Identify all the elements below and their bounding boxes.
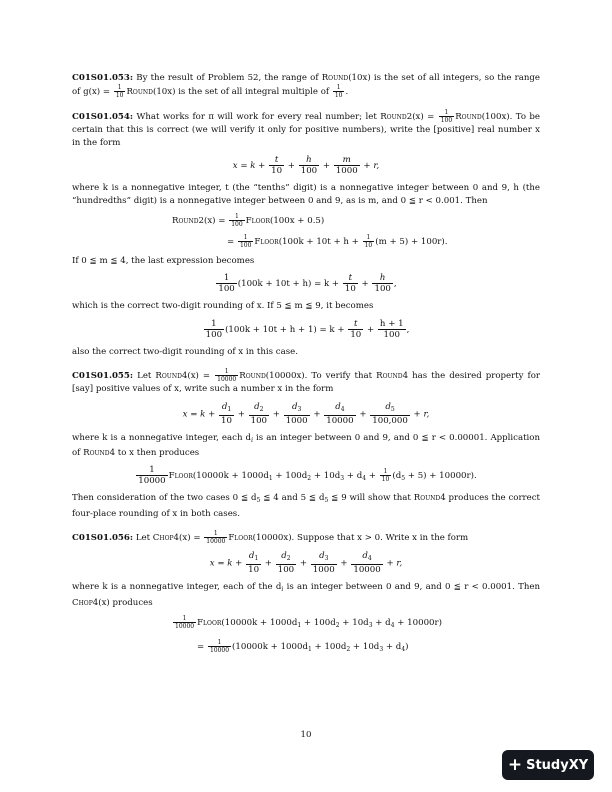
equation: Round2(x) = $\frac{1}{100}$ Floor(100x + 0.5) xyxy=(172,213,325,229)
paragraph: Then consideration of the two cases 0 ≦ $d_5$ ≦ 4 and 5 ≦ $d_5$ ≦ 9 will show that Round4 produces the correct four-place rounding of x in both cases. xyxy=(72,493,541,519)
fraction: $\frac{1}{10}$ xyxy=(381,468,390,484)
fraction: $\frac{d_1}{10}$ xyxy=(248,551,260,576)
equation: $\frac{1}{100}$ (100k + 10t + h + 1) = k + $\frac{t}{10}$ + $\frac{h + 1}{100}$ , xyxy=(205,318,410,340)
plus-icon: + xyxy=(507,754,523,775)
fraction: $\frac{1}{10000}$ xyxy=(138,465,166,487)
fraction: $\frac{1}{100}$ xyxy=(440,109,453,125)
fraction: $\frac{1}{10000}$ xyxy=(209,638,230,654)
fraction: $\frac{t}{10}$ xyxy=(344,273,356,295)
fraction: $\frac{1}{10000}$ xyxy=(206,530,226,546)
equation: x = k + $\frac{d_1}{10}$ + $\frac{d_2}{100}$ + $\frac{d_3}{1000}$ + $\frac{d_4}{10000}$ + $\frac{d_5}{100,000}$ + r, xyxy=(182,401,430,426)
fraction: $\frac{d_3}{1000}$ xyxy=(312,551,335,576)
equation: $\frac{1}{100}$ (100k + 10t + h) = k + $\frac{t}{10}$ + $\frac{h}{100}$ , xyxy=(218,273,397,295)
fraction: $\frac{t}{10}$ xyxy=(271,155,283,177)
fraction: $\frac{1}{100}$ xyxy=(231,213,243,229)
problem-053: C01S01.053: By the result of Problem 52, the range of Round(10x) is the set of all integers, so the range of g(x) = $\frac{1}{10}$ Round(10x) is the set of all integral multiple of $\frac{1}{10}$ . xyxy=(72,73,541,100)
problem-id: C01S01.056: xyxy=(72,533,134,544)
fraction: $\frac{d_3}{1000}$ xyxy=(285,401,308,426)
problem-id: C01S01.053: xyxy=(72,73,134,83)
problem-id: C01S01.054: xyxy=(72,112,134,123)
fraction: $\frac{m}{1000}$ xyxy=(335,155,358,177)
fraction: $\frac{d_2}{100}$ xyxy=(250,401,268,426)
fraction: $\frac{h + 1}{100}$ xyxy=(379,318,404,340)
fraction: $\frac{d_2}{100}$ xyxy=(277,551,295,576)
fraction: $\frac{d_1}{10}$ xyxy=(221,401,232,426)
fraction: $\frac{1}{10}$ xyxy=(115,84,124,100)
fraction: $\frac{1}{10}$ xyxy=(334,84,343,100)
fraction: $\frac{d_4}{10000}$ xyxy=(353,551,381,576)
problem-id: C01S01.055: xyxy=(72,371,134,382)
fraction: $\frac{1}{100}$ xyxy=(218,273,235,295)
document-page xyxy=(72,72,540,662)
paragraph: where k is a nonnegative integer, each of the $d_i$ is an integer between 0 and 9, and 0 ≦ r < 0.0001. Then Chop4(x) produces xyxy=(72,582,540,608)
fraction: $\frac{1}{10000}$ xyxy=(175,615,195,631)
equation: = $\frac{1}{10000}$ $(10000k + 1000d_1 + 100d_2 + 10d_3 + d_4)$ xyxy=(197,638,409,654)
fraction: $\frac{t}{10}$ xyxy=(350,318,362,340)
paragraph: which is the correct two-digit rounding of x. If 5 ≦ m ≦ 9, it becomes xyxy=(72,301,374,312)
problem-056: C01S01.056: Let Chop4(x) = $\frac{1}{10000}$ Floor(10000x). Suppose that x > 0. Write x in the form xyxy=(72,530,469,546)
fraction: $\frac{d_5}{100,000}$ xyxy=(372,401,408,426)
equation: x = k + $\frac{t}{10}$ + $\frac{h}{100}$ + $\frac{m}{1000}$ + r, xyxy=(232,155,380,177)
equation: = $\frac{1}{100}$ Floor(100k + 10t + h + $\frac{1}{10}$ (m + 5) + 100r). xyxy=(227,234,448,250)
page-number: 10 xyxy=(300,730,312,740)
equation: $\frac{1}{10000}$ Floor(10000k + $1000d_1 + 100d_2 + 10d_3 + d_4 + 10000r$) xyxy=(175,615,442,631)
fraction: $\frac{h}{100}$ xyxy=(300,155,318,177)
fraction: $\frac{1}{100}$ xyxy=(205,318,223,340)
equation: $\frac{1}{10000}$ Floor(10000k + $1000d_1 + 100d_2 + 10d_3 + d_4$ + $\frac{1}{10}$ $(d_5 + 5) + 10000r$). xyxy=(138,465,477,487)
paragraph: If 0 ≦ m ≦ 4, the last expression becomes xyxy=(72,256,255,267)
studyxy-badge[interactable] xyxy=(502,750,594,780)
fraction: $\frac{1}{100}$ xyxy=(239,234,252,250)
brand-label: StudyXY xyxy=(526,757,589,773)
fraction: $\frac{1}{10}$ xyxy=(364,234,373,250)
fraction: $\frac{1}{10000}$ xyxy=(217,368,237,384)
equation: x = k + $\frac{d_1}{10}$ + $\frac{d_2}{100}$ + $\frac{d_3}{1000}$ + $\frac{d_4}{10000}$ + r, xyxy=(209,551,403,576)
problem-054: C01S01.054: What works for π will work for every real number; let Round2(x) = $\frac{1}{100}$ Round(100x). To be certain that this is correct (we will verify it only for positive numbers), write the [positive] real number x in the form xyxy=(72,109,541,148)
problem-055: C01S01.055: Let Round4(x) = $\frac{1}{10000}$ Round(10000x). To verify that Round4 has the desired property for [say] positive values of x, write such a number x in the form xyxy=(72,368,541,395)
fraction: $\frac{h}{100}$ xyxy=(374,273,391,295)
paragraph: where k is a nonnegative integer, t (the “tenths” digit) is a nonnegative integer between 0 and 9, h (the “hundredths” digit) is a nonnegative integer between 0 and 9, as is m, and 0 ≦ r < 0.001. Then xyxy=(72,183,540,206)
fraction: $\frac{d_4}{10000}$ xyxy=(326,401,354,426)
paragraph: where k is a nonnegative integer, each $d_i$ is an integer between 0 and 9, and 0 ≦ r < 0.00001. Application of Round4 to x then produces xyxy=(72,432,541,459)
paragraph: also the correct two-digit rounding of x in this case. xyxy=(72,346,298,357)
